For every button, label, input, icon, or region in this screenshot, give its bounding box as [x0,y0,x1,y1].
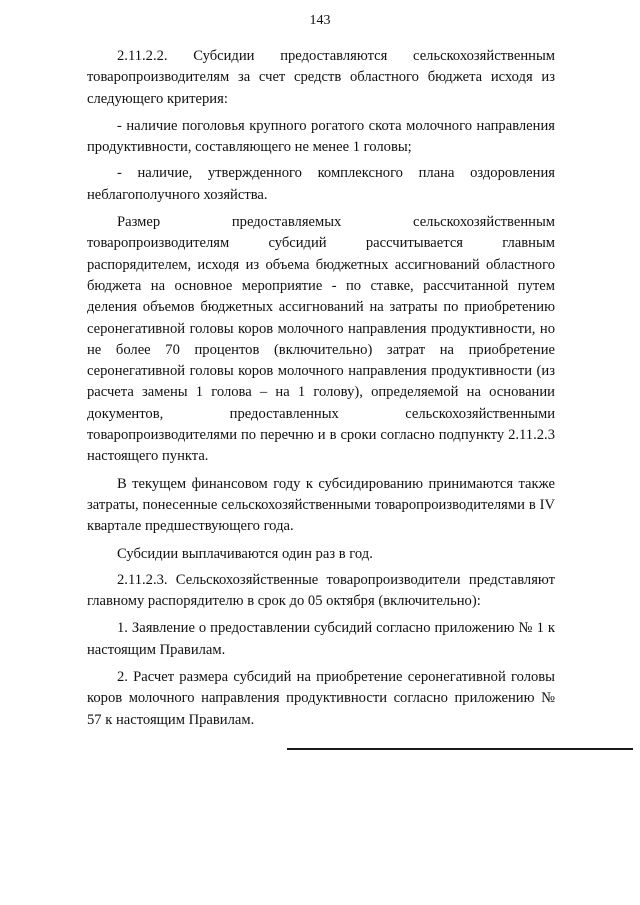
document-body [87,46,555,737]
paragraph-criterion-livestock: - наличие поголовья крупного рогатого скота молочного направления продуктивности, составляющего не менее 1 головы; [87,117,555,156]
footer-rule [287,748,633,750]
list-item-application: 1. Заявление о предоставлении субсидий согласно приложению № 1 к настоящим Правилам. [87,620,555,658]
paragraph-2-11-2-2: 2.11.2.2. Субсидии предоставляются сельскохозяйственным товаропроизводителям за счет средств областного бюджета исходя из следующего критерия: [87,48,555,107]
paragraph-subsidy-size: Размер предоставляемых сельскохозяйственным товаропроизводителям субсидий рассчитывается главным распорядителем, исходя из объема бюджетных ассигнований областного бюджета на основное мероприятие - по ставке, рассчитанной путем деления объемов бюджетных ассигнований на затраты по приобретению серонегативной головы коров молочного направления продуктивности, но не более 70 процентов (включительно) затрат на приобретение серонегативной головы коров молочного направления продуктивности (из расчета замены 1 голова – на 1 голову), определяемой на основании документов, предоставленных сельскохозяйственными товаропроизводителями по перечню и в сроки согласно подпункту 2.11.2.3 настоящего пункта. [87,214,555,465]
paragraph-payment-frequency: Субсидии выплачиваются один раз в год. [117,545,373,562]
paragraph-criterion-health-plan: - наличие, утвержденного комплексного плана оздоровления неблагополучного хозяйства. [87,165,555,203]
list-item-calculation: 2. Расчет размера субсидий на приобретение серонегативной головы коров молочного направления продуктивности согласно приложению № 57 к настоящим Правилам. [87,669,555,728]
page-number: 143 [309,13,331,28]
paragraph-current-year-costs: В текущем финансовом году к субсидированию принимаются также затраты, понесенные сельскохозяйственными товаропроизводителями в IV квартале предшествующего года. [87,475,555,535]
paragraph-2-11-2-3: 2.11.2.3. Сельскохозяйственные товаропроизводители представляют главному распорядителю в срок до 05 октября (включительно): [87,571,555,610]
